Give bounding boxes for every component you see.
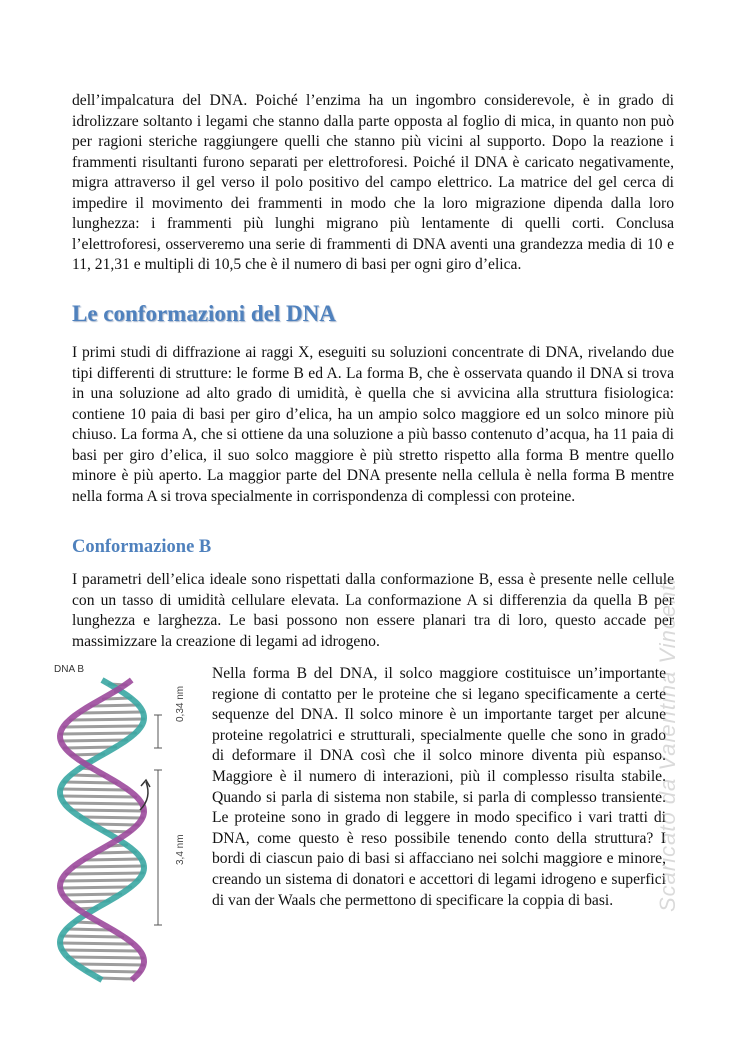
base-pair: [64, 747, 116, 748]
base-pair: [76, 964, 144, 965]
paragraph-intro: dell’impalcatura del DNA. Poiché l’enzima ha un ingombro considerevole, è in grado di idrolizzare soltanto i legami che stanno dalla parte opposta al foglio di mica, in quanto non può per ragioni steriche raggiungere quelli che stanno più vicini al supporto. Dopo la reazione i frammenti risultanti furono separati per elettroforesi. Poiché il DNA è caricato negativamente, migra attraverso il gel verso il polo positivo del campo elettrico. La matrice del gel cerca di impedire il movimento dei frammenti in modo che la loro migrazione dipenda dalla loro lunghezza: i frammenti più lunghi migrano più lentamente di quelli corti. Conclusa l’elettroforesi, osserveremo una serie di frammenti di DNA aventi una grandezza media di 10 e 11, 21,31 e multipli di 10,5 che è il numero di basi per ogni giro d’elica.: [72, 92, 674, 273]
base-pair: [91, 705, 138, 706]
base-pair: [85, 859, 142, 860]
base-pair: [68, 957, 144, 958]
base-pair: [60, 943, 132, 944]
base-pair: [67, 929, 112, 930]
watermark: Scaricato da Valentina Vincenti: [655, 577, 680, 912]
base-pair: [60, 733, 135, 734]
base-pair: [61, 740, 127, 741]
base-pair: [87, 971, 141, 972]
base-pair: [60, 796, 135, 797]
base-pair: [64, 803, 142, 804]
figure-label: DNA B: [54, 664, 85, 675]
base-pair: [74, 866, 144, 867]
base-pair: [80, 712, 143, 713]
base-pair: [61, 880, 138, 881]
base-pair: [71, 810, 144, 811]
base-pair: [70, 719, 143, 720]
paragraph-groove-proteins: Nella forma B del DNA, il solco maggiore costituisce un’importante regione di contatto per le proteine che si legano specificamente a certe sequenze del DNA. Il solco minore è un importante target per alcune proteine regolatrici e strutturali, specialmente quelle che sono in grado di deformare il DNA così che il solco minore diventa più espanso. Maggiore è il numero di interazioni, più il complesso risulta stabile. Quando si parla di sistema non stabile, si parla di complesso transiente. Le proteine sono in grado di leggere in modo specifico i vari tratti di DNA, come questo è reso possibile tenendo conto della struttura? I bordi di ciascun paio di basi si affacciano nei solchi maggiore e minore, creando un sistema di donatori e accettori di legami idrogeno e superfici di van der Waals che permettono di specificare la coppia di basi.: [212, 665, 666, 909]
paragraph-conformations: I primi studi di diffrazione ai raggi X, eseguiti su soluzioni concentrate di DNA, rivelando due tipi differenti di strutture: le forme B ed A. La forma B, che è osservata quando il DNA si trova in una soluzione ad alto grado di umidità, è quella che si avvicina alla struttura fisiologica: contiene 10 paia di basi per giro d’elica, ha un ampio solco maggiore ed un solco minore più chiuso. La forma A, che si ottiene da una soluzione a più basso contenuto d’acqua, ha 11 paia di basi per giro d’elica, il suo solco maggiore è più stretto rispetto alla forma B mentre quello minore è più aperto. La maggior parte del DNA presente nella cellula è nella forma B mentre nella forma A si trova specialmente in corrispondenza di complessi con proteine.: [72, 344, 674, 505]
base-pair: [80, 817, 143, 818]
base-pair: [64, 782, 116, 783]
base-pair: [62, 936, 123, 937]
base-pair: [96, 852, 135, 853]
dimension-large-label: 3,4 nm: [175, 834, 186, 865]
paragraph-conformation-b: I parametri dell’elica ideale sono rispettati dalla conformazione B, essa è presente nelle cellule con un tasso di umidità cellulare elevata. La conformazione A si differenzia da quella B per lunghezza e larghezza. Le basi possono non essere planari tra di loro, questo accade per massimizzare la creazione di legami ad idrogeno.: [72, 571, 674, 650]
base-pair: [60, 789, 127, 790]
base-pair: [62, 950, 139, 951]
dimension-small-label: 0,34 nm: [175, 685, 186, 722]
base-pair: [66, 873, 143, 874]
rotation-arrow-head: [141, 780, 150, 787]
base-pair: [60, 887, 131, 888]
dna-b-figure: [44, 660, 204, 990]
base-pair: [98, 978, 134, 979]
base-pair: [64, 726, 142, 727]
dimension-large-bracket: [154, 770, 162, 925]
section-heading: Le conformazioni del DNA: [72, 301, 336, 326]
dimension-small-bracket: [154, 715, 162, 748]
base-pair: [62, 894, 120, 895]
subsection-heading: Conformazione B: [72, 537, 212, 557]
